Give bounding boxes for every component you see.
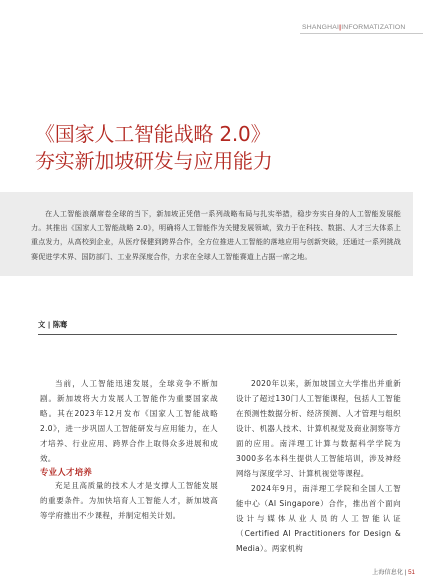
footer-magazine: 上海信息化 (372, 569, 404, 576)
header-section-right: INFORMATIZATION (341, 24, 406, 31)
paragraph: 当前，人工智能迅速发展，全球竞争不断加剧。新加坡将大力发展人工智能作为重要国家战略。其在2023年12月发布《国家人工智能战略2.0》，进一步巩固人工智能研发与应用能力，在人才培养、行业应用、跨界合作上取得众多进展和成效。 (40, 379, 218, 463)
header-divider: | (339, 24, 342, 31)
title-line-1: 《国家人工智能战略 2.0》 (35, 122, 271, 146)
running-header (302, 24, 419, 31)
footer-separator: | (404, 569, 407, 576)
page-footer (372, 567, 415, 576)
paragraph: 2024年9月，南洋理工学院和全国人工智能中心（AI Singapore）合作，推出首个面向设计与媒体从业人员的人工智能认证（Certified AI Practitioners for Design & Media）。两家机构 (236, 484, 401, 553)
page-number: 51 (408, 569, 415, 576)
article-title (35, 121, 405, 175)
byline: 文 | 陈骞 (38, 320, 68, 329)
body-column-right (236, 376, 401, 556)
header-section-left: SHANGHAI (302, 24, 340, 31)
abstract-text: 在人工智能浪潮席卷全球的当下，新加坡正凭借一系列战略布局与扎实举措，稳步夯实自身的人工智能发展能力。其推出《国家人工智能战略 2.0》，明确将人工智能作为关键发展领域，致力于在科技、数据、人才三大体系上重点发力，从高校到企业，从医疗保健到跨界合作，全方位推进人工智能的落地应用与创新突破，还通过一系列挑战赛促进学术界、国防部门、工业界深度合作，力求在全球人工智能赛道上占据一席之地。 (31, 209, 401, 261)
header-rule (300, 33, 423, 34)
byline-rule (38, 334, 397, 335)
section-heading: 专业人才培养 (40, 467, 93, 477)
body-column-left (40, 376, 218, 523)
title-line-2: 夯实新加坡研发与应用能力 (35, 149, 273, 173)
paragraph: 充足且高质量的技术人才是支撑人工智能发展的重要条件。为加快培育人工智能人才，新加坡高等学府推出不少课程，并制定相关计划。 (40, 481, 218, 520)
paragraph: 2020年以来，新加坡国立大学推出并重新设计了超过130门人工智能课程，包括人工智能在预测性数据分析、经济预测、人才管理与组织设计、机器人技术、计算机视觉及商业洞察等方面的应用。南洋理工计算与数据科学学院为3000多名本科生提供人工智能培训，涉及神经网络与深度学习、计算机视觉等课程。 (236, 379, 401, 478)
